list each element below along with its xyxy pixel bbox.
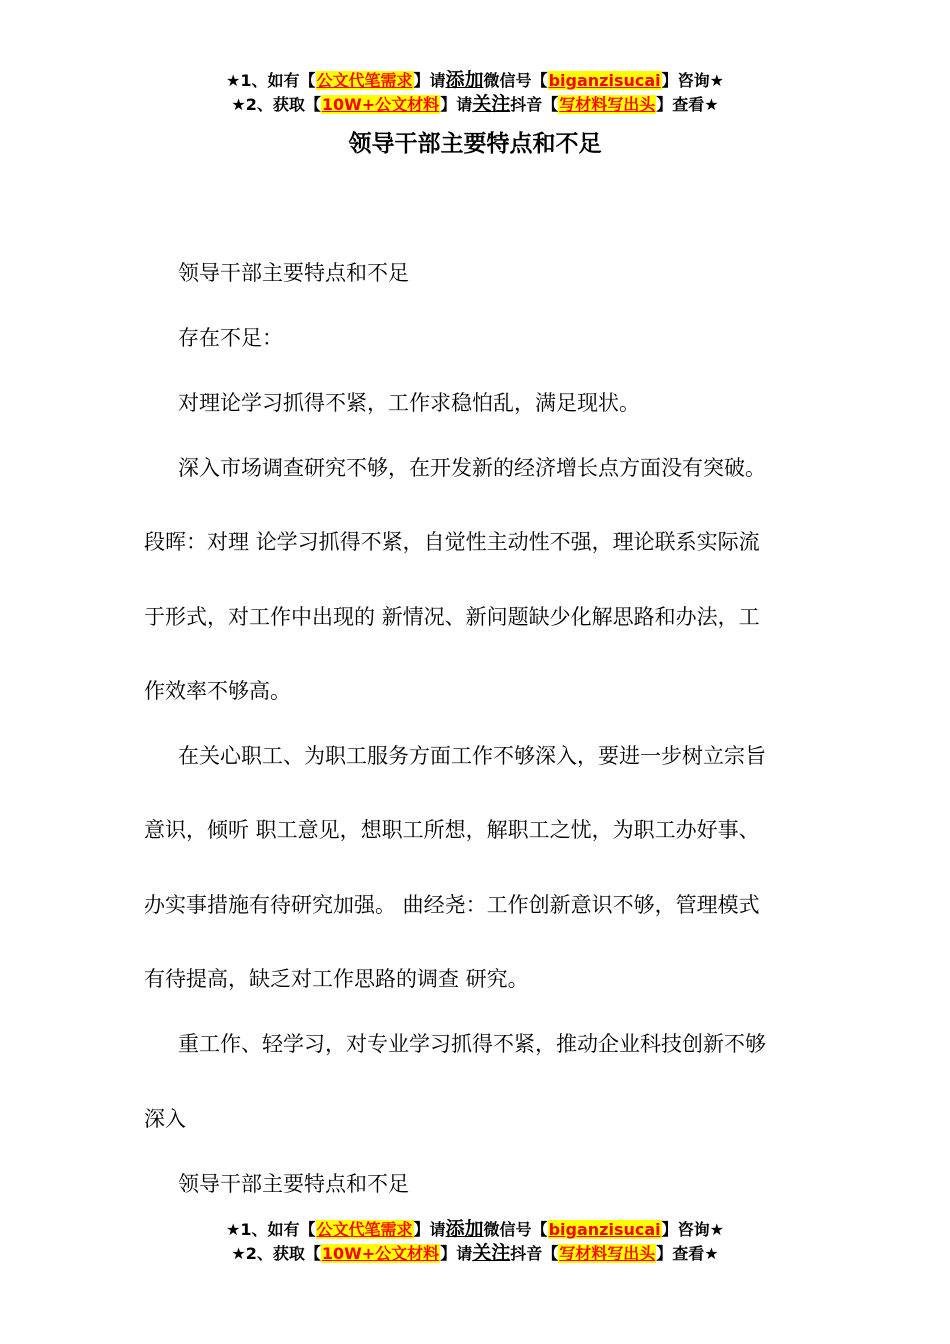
banner-line-2 — [0, 92, 950, 116]
banner-text: ★2、获取【 — [231, 95, 321, 114]
emphasis-follow: 关注 — [472, 93, 511, 115]
document-title: 领导干部主要特点和不足 — [348, 131, 602, 157]
header-banner — [0, 68, 950, 116]
banner-text: 】请 — [440, 95, 473, 114]
douyin-account: 写材料写出头 — [559, 95, 656, 114]
paragraph-line: 于形式，对工作中出现的 新情况、新问题缺少化解思路和办法，工 — [144, 605, 760, 629]
highlight-materials: 10W+公文材料 — [321, 1244, 440, 1263]
douyin-account: 写材料写出头 — [559, 1244, 656, 1263]
emphasis-add: 添加 — [445, 1218, 484, 1240]
highlight-service: 公文代笔需求 — [316, 1220, 413, 1239]
banner-text: 】咨询★ — [661, 1220, 724, 1239]
paragraph-line: 办实事措施有待研究加强。 曲经尧：工作创新意识不够，管理模式 — [144, 893, 760, 917]
emphasis-follow: 关注 — [472, 1242, 511, 1264]
paragraph-line: 深入市场调查研究不够，在开发新的经济增长点方面没有突破。 — [178, 456, 766, 480]
banner-text: 】查看★ — [656, 1244, 719, 1263]
footer-banner — [0, 1217, 950, 1265]
banner-text: 】咨询★ — [661, 71, 724, 90]
wechat-id: biganzisucai — [548, 1220, 661, 1239]
banner-text: 抖音【 — [510, 1244, 559, 1263]
wechat-id: biganzisucai — [548, 71, 661, 90]
paragraph-line: 在关心职工、为职工服务方面工作不够深入，要进一步树立宗旨 — [178, 744, 766, 768]
paragraph-line: 作效率不够高。 — [144, 679, 291, 703]
banner-text: 】请 — [440, 1244, 473, 1263]
banner-text: 】请 — [413, 71, 446, 90]
paragraph-line: 段晖：对理 论学习抓得不紧，自觉性主动性不强，理论联系实际流 — [144, 530, 760, 554]
paragraph-line: 有待提高，缺乏对工作思路的调查 研究。 — [144, 967, 529, 991]
paragraph-line: 领导干部主要特点和不足 — [178, 1172, 409, 1196]
banner-text: ★2、获取【 — [231, 1244, 321, 1263]
paragraph-line: 意识，倾听 职工意见，想职工所想，解职工之忧，为职工办好事、 — [144, 818, 760, 842]
paragraph-line: 存在不足： — [178, 326, 283, 350]
paragraph-line: 重工作、轻学习，对专业学习抓得不紧，推动企业科技创新不够 — [178, 1032, 766, 1056]
banner-text: 微信号【 — [483, 71, 548, 90]
emphasis-add: 添加 — [445, 69, 484, 91]
banner-text: 抖音【 — [510, 95, 559, 114]
paragraph-line: 领导干部主要特点和不足 — [178, 261, 409, 285]
highlight-materials: 10W+公文材料 — [321, 95, 440, 114]
banner-line-1 — [0, 68, 950, 92]
banner-line-1 — [0, 1217, 950, 1241]
paragraph-line: 深入 — [144, 1107, 186, 1131]
banner-text: 】查看★ — [656, 95, 719, 114]
banner-text: ★1、如有【 — [226, 71, 316, 90]
banner-line-2 — [0, 1241, 950, 1265]
paragraph-line: 对理论学习抓得不紧，工作求稳怕乱，满足现状。 — [178, 391, 640, 415]
banner-text: 微信号【 — [483, 1220, 548, 1239]
banner-text: 】请 — [413, 1220, 446, 1239]
highlight-service: 公文代笔需求 — [316, 71, 413, 90]
banner-text: ★1、如有【 — [226, 1220, 316, 1239]
